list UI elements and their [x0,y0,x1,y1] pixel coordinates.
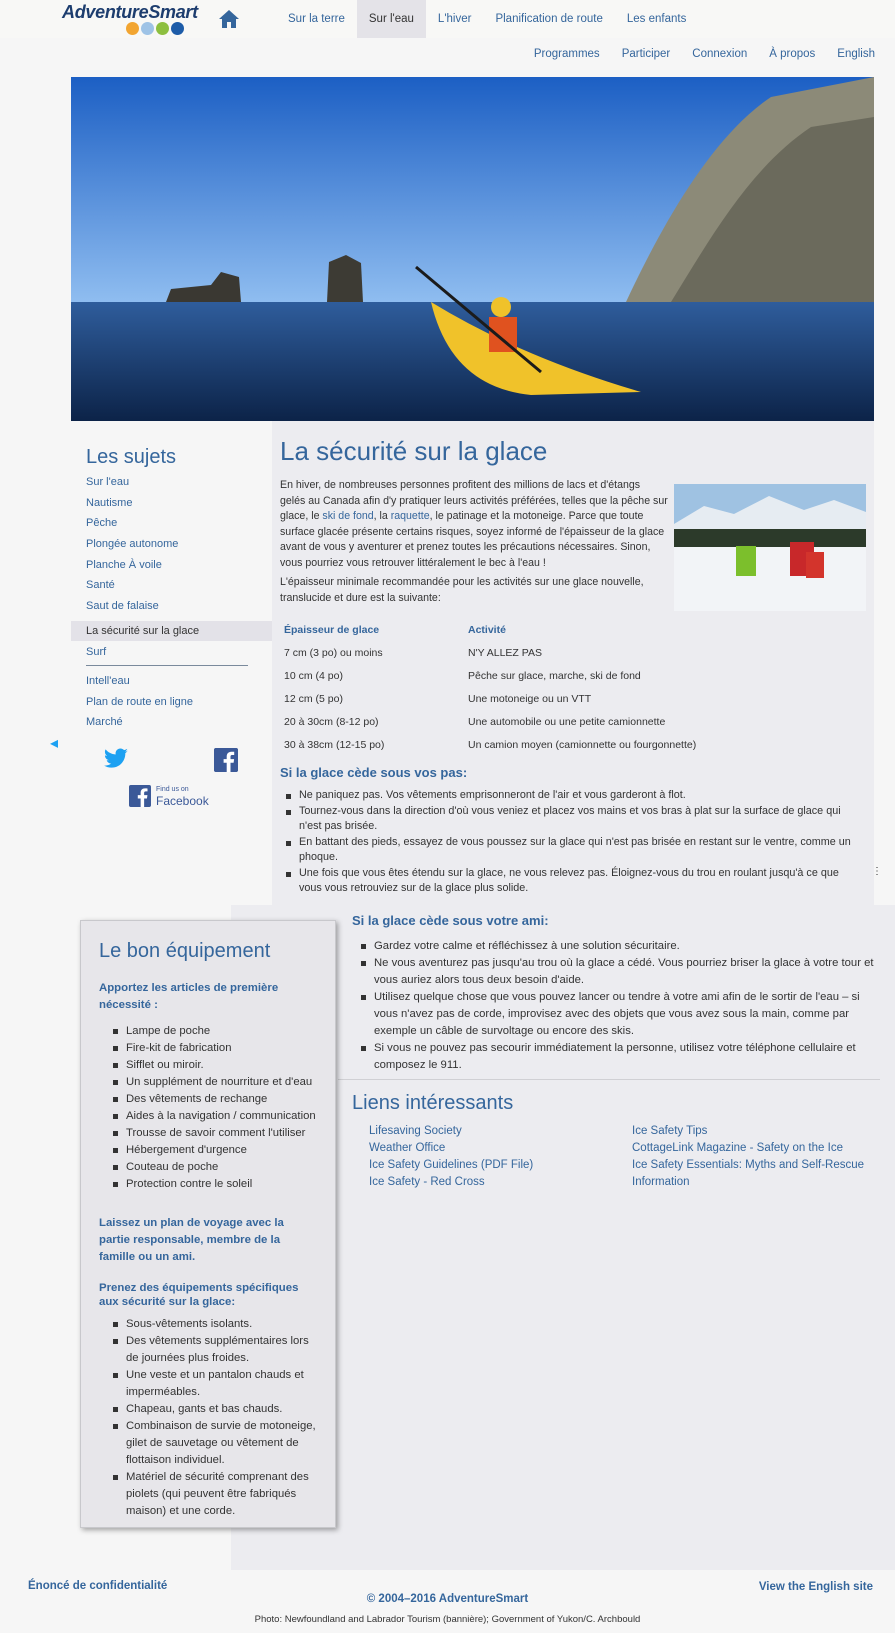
subnav-a-propos[interactable]: À propos [769,48,816,60]
table-cell: 7 cm (3 po) ou moins [284,646,383,659]
wave-icon [171,22,184,35]
list-item: Matériel de sécurité comprenant des piolets (qui peuvent être fabriqués maison) et une corde. [108,1469,323,1520]
sidebar-item-surf[interactable]: Surf [86,646,107,658]
list-item: Sous-vêtements isolants. [108,1316,323,1333]
table-row [278,710,702,733]
facebook-badge-icon [129,785,151,807]
intro-paragraph [280,478,668,571]
table-cell: Pêche sur glace, marche, ski de fond [468,669,641,682]
sun-icon [126,22,139,35]
subnav-participer[interactable]: Participer [621,48,671,60]
essentials-list [108,1023,328,1193]
self-rescue-list [281,788,861,897]
friend-rescue-heading: Si la glace cède sous votre ami: [352,913,549,928]
copyright: © 2004–2016 AdventureSmart [366,1593,529,1605]
subnav-connexion[interactable]: Connexion [692,48,748,60]
table-row [278,733,702,756]
find-us-facebook-badge[interactable] [129,784,209,810]
banner-image [71,77,874,421]
list-item: Une veste et un pantalon chauds et imperméables. [108,1367,323,1401]
sidebar-item-intelleau[interactable]: Intell'eau [86,675,130,687]
list-item: Combinaison de survie de motoneige, gilet de sauvetage ou vêtement de flottaison individuel. [108,1418,323,1469]
sidebar-item-marche[interactable]: Marché [86,716,123,728]
list-item: Tournez-vous dans la direction d'où vous veniez et placez vos mains et vos bras à plat sur la surface de glace qui n'est pas brisée. [281,804,861,835]
table-cell: 12 cm (5 po) [284,692,343,705]
thickness-intro: L'épaisseur minimale recommandée pour les activités sur une glace nouvelle, translucide et dure est la suivante: [280,576,644,604]
list-item: Fire-kit de fabrication [108,1040,328,1057]
list-item: Si vous ne pouvez pas secourir immédiatement la personne, utilisez votre téléphone cellulaire et composez le 911. [356,1040,880,1074]
sidebar-divider [86,665,248,666]
list-item: Ne vous aventurez pas jusqu'au trou où la glace a cédé. Vous pourriez briser la glace à votre tour et vous auriez alors tous deux besoin d'aide. [356,955,880,989]
intro-text-b: , la [373,510,391,522]
link-ice-safety-essentials[interactable]: Ice Safety Essentials: Myths and Self-Rescue Information [632,1159,865,1188]
links-title: Liens intéressants [352,1092,514,1114]
logo-text: AdventureSmart [62,2,198,22]
list-item: Aides à la navigation / communication [108,1108,328,1125]
nav-les-enfants[interactable]: Les enfants [626,13,687,25]
twitter-icon[interactable] [103,748,129,770]
ice-thickness-table [278,618,702,756]
list-item: Une fois que vous êtes étendu sur la glace, ne vous relevez pas. Éloignez-vous du trou en roulant jusqu'à ce que vous vous retrouviez sur de la glace plus solide. [281,866,861,897]
table-cell: Un camion moyen (camionnette ou fourgonnette) [468,738,697,751]
sidebar-item-securite-glace[interactable]: La sécurité sur la glace [71,621,272,641]
fb-badge-big: Facebook [156,794,209,808]
list-item: Trousse de savoir comment l'utiliser [108,1125,328,1142]
link-weather-office[interactable]: Weather Office [369,1142,446,1154]
link-raquette[interactable]: raquette [390,510,430,522]
sidebar-item-plongee[interactable]: Plongée autonome [86,538,179,550]
link-lifesaving-society[interactable]: Lifesaving Society [369,1125,462,1137]
list-item: Sifflet ou miroir. [108,1057,328,1074]
link-ice-safety-tips[interactable]: Ice Safety Tips [632,1125,708,1137]
equipment-title: Le bon équipement [99,940,271,962]
table-cell: Une automobile ou une petite camionnette [468,715,666,728]
equipment-subheading-ice: Prenez des équipements spécifiques aux sécurité sur la glace: [99,1282,299,1308]
list-item: Utilisez quelque chose que vous pouvez lancer ou tendre à votre ami afin de le sortir de l'eau – si vous n'avez pas de corde, improvisez avec des objets que vous avez sous la main, comme par exemple un câble de survoltage ou encore des skis. [356,989,880,1040]
table-row [278,664,702,687]
table-header: Épaisseur de glace [284,623,380,636]
sidebar-item-planche[interactable]: Planche À voile [86,559,162,571]
english-site-link[interactable]: View the English site [758,1581,873,1593]
nav-planification[interactable]: Planification de route [495,13,603,25]
self-rescue-heading: Si la glace cède sous vos pas: [280,765,468,780]
list-item: Protection contre le soleil [108,1176,328,1193]
facebook-icon[interactable] [214,748,238,772]
partial-icon: ◂ [50,735,59,752]
fb-badge-small: Find us on [156,786,189,793]
table-header: Activité [468,623,506,636]
equipment-subheading-essentials: Apportez les articles de première nécessité : [99,982,279,1011]
list-item: Un supplément de nourriture et d'eau [108,1074,328,1091]
nav-sur-leau[interactable]: Sur l'eau [357,0,426,38]
table-cell: 10 cm (4 po) [284,669,343,682]
link-cottagelink[interactable]: CottageLink Magazine - Safety on the Ice [632,1142,843,1154]
friend-rescue-list [356,938,880,1074]
page-title: La sécurité sur la glace [280,436,548,466]
main-nav [276,0,698,38]
sidebar-item-sante[interactable]: Santé [86,579,115,591]
list-item: Couteau de poche [108,1159,328,1176]
list-item: Des vêtements de rechange [108,1091,328,1108]
nav-sur-la-terre[interactable]: Sur la terre [288,13,345,25]
list-item: Hébergement d'urgence [108,1142,328,1159]
table-header-row [278,618,702,641]
nav-lhiver[interactable]: L'hiver [437,13,472,25]
list-item: Lampe de poche [108,1023,328,1040]
intro-text-a: En hiver, de nombreuses personnes profitent des millions de lacs et d'étangs gelés au Canada afin d'y pratiquer leurs activités préférées, telles que la pêche sur glace, le [280,479,668,522]
sidebar-item-sur-leau[interactable]: Sur l'eau [86,476,130,488]
section-divider [338,1079,880,1080]
list-item: Ne paniquez pas. Vos vêtements emprisonneront de l'air et vous garderont à flot. [281,788,861,804]
sidebar-item-saut[interactable]: Saut de falaise [86,600,159,612]
photo-credit: Photo: Newfoundland and Labrador Tourism (bannière); Government of Yukon/C. Archbould [254,1614,641,1625]
list-item: Chapeau, gants et bas chauds. [108,1401,323,1418]
ice-fishing-photo [674,484,866,611]
sidebar-title: Les sujets [86,446,177,468]
table-cell: 20 à 30cm (8-12 po) [284,715,379,728]
secondary-nav [512,48,875,60]
sidebar-item-plan-route[interactable]: Plan de route en ligne [86,696,194,708]
home-icon[interactable] [218,9,240,29]
subnav-english[interactable]: English [837,48,875,60]
snowflake-icon [141,22,154,35]
table-cell: 30 à 38cm (12-15 po) [284,738,385,751]
table-cell: Une motoneige ou un VTT [468,692,592,705]
equipment-subheading-trip-plan: Laissez un plan de voyage avec la partie responsable, membre de la famille ou un ami. [99,1217,284,1263]
table-row [278,641,702,664]
sidebar-item-peche[interactable]: Pêche [86,517,118,529]
drop-icon [156,22,169,35]
list-item: Des vêtements supplémentaires lors de journées plus froides. [108,1333,323,1367]
list-item: Gardez votre calme et réfléchissez à une solution sécuritaire. [356,938,880,955]
intro-text-c: , le patinage et la motoneige. Parce que toute surface glacée présente certains risques, soyez informé de l'épaisseur de la glace avant de vous y aventurer et prenez toutes les précautions nécessaires. Sinon, vous pourriez vous retrouver littéralement le bec à l'eau ! [280,510,665,569]
list-item: En battant des pieds, essayez de vous poussez sur la glace qui n'est pas brisée en restant sur le ventre, comme un phoque. [281,835,861,866]
link-ice-safety-red-cross[interactable]: Ice Safety - Red Cross [369,1176,485,1188]
sidebar-item-nautisme[interactable]: Nautisme [86,497,133,509]
link-ski-de-fond[interactable]: ski de fond [322,510,374,522]
link-ice-safety-guidelines[interactable]: Ice Safety Guidelines (PDF File) [369,1159,534,1171]
privacy-link[interactable]: Énoncé de confidentialité [28,1580,168,1592]
subnav-programmes[interactable]: Programmes [533,48,600,60]
table-cell: N'Y ALLEZ PAS [468,646,542,659]
overflow-icon: ⋮ [872,866,882,877]
table-row [278,687,702,710]
ice-equipment-list [108,1316,323,1520]
logo[interactable] [62,2,202,38]
